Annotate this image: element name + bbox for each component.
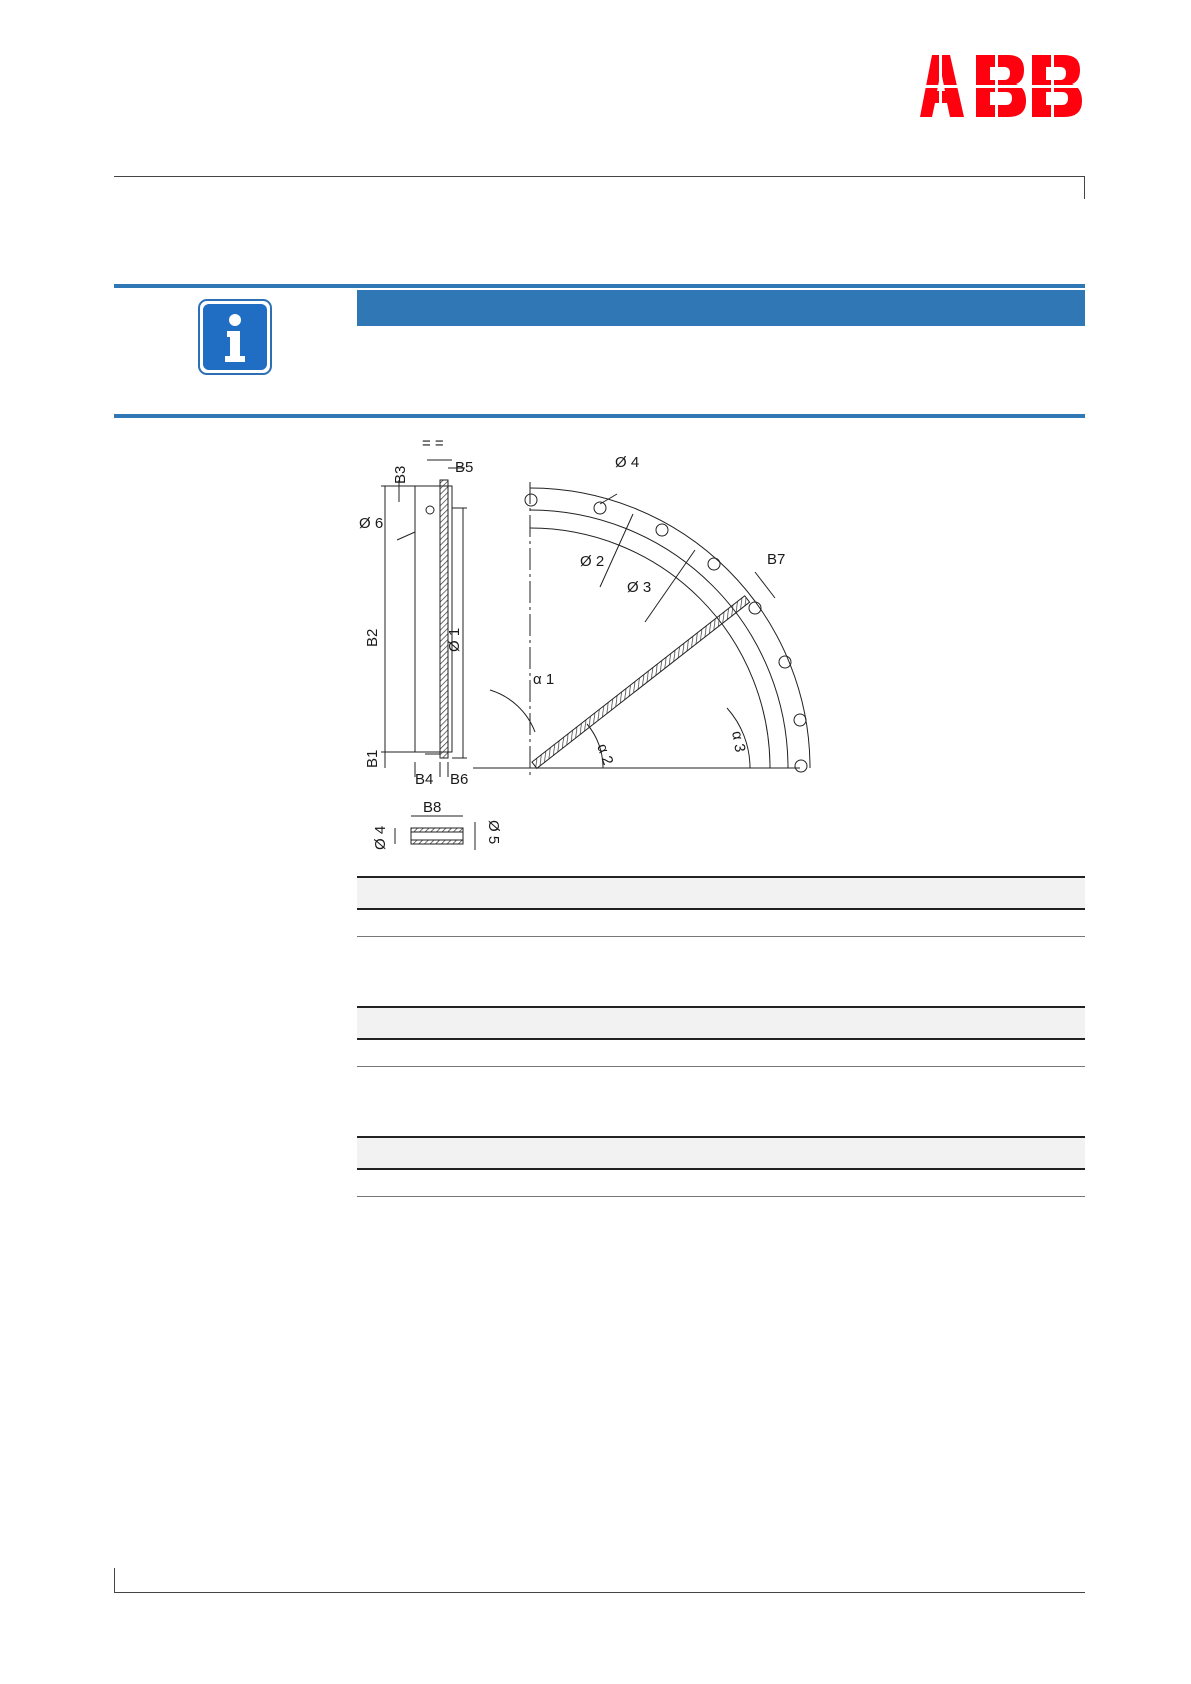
label-d3: Ø 3 bbox=[627, 579, 652, 596]
dimension-table-2 bbox=[357, 1006, 1085, 1067]
note-bottom-rule bbox=[114, 414, 1085, 418]
label-b2: B2 bbox=[364, 628, 381, 647]
table-row bbox=[357, 1169, 1085, 1197]
table-header-cell bbox=[794, 877, 1005, 909]
table-cell bbox=[357, 909, 583, 937]
label-b6: B6 bbox=[450, 771, 469, 788]
label-b4: B4 bbox=[415, 771, 434, 788]
table-header-cell bbox=[583, 877, 794, 909]
label-d5: Ø 5 bbox=[485, 820, 502, 845]
table-header-cell bbox=[357, 1007, 575, 1039]
table-cell bbox=[881, 1039, 1085, 1067]
table-header-cell bbox=[881, 1137, 1085, 1169]
table-cell bbox=[881, 1169, 1085, 1197]
label-d1: Ø 1 bbox=[446, 627, 463, 652]
label-b3: B3 bbox=[392, 465, 409, 484]
table-row bbox=[357, 909, 1085, 937]
table-cell bbox=[583, 909, 794, 937]
label-b1: B1 bbox=[364, 749, 381, 768]
label-a2: α 2 bbox=[593, 741, 617, 768]
note-title-bar bbox=[357, 290, 1085, 326]
table-header-cell bbox=[357, 1137, 881, 1169]
note-top-rule bbox=[114, 284, 1085, 288]
side-view-hatched bbox=[440, 480, 448, 758]
table-header-cell bbox=[881, 1007, 1085, 1039]
technical-drawing bbox=[355, 432, 835, 862]
note-body bbox=[357, 334, 1085, 404]
header-tick bbox=[1084, 176, 1085, 199]
table-header-cell bbox=[1005, 877, 1085, 909]
table-cell bbox=[794, 909, 1005, 937]
dimension-table-1 bbox=[357, 876, 1085, 937]
footer-tick bbox=[114, 1568, 115, 1592]
hole-d6 bbox=[426, 506, 434, 514]
label-d4-sleeve: Ø 4 bbox=[372, 825, 389, 850]
table-header-row bbox=[357, 877, 1085, 909]
footer-rule bbox=[114, 1592, 1085, 1593]
label-d4: Ø 4 bbox=[615, 454, 640, 471]
label-b8: B8 bbox=[423, 799, 442, 816]
dimension-table-3 bbox=[357, 1136, 1085, 1197]
table-header-row bbox=[357, 1007, 1085, 1039]
label-d6: Ø 6 bbox=[359, 515, 384, 532]
label-eq: = = bbox=[422, 435, 444, 452]
table-cell bbox=[357, 1169, 881, 1197]
bolt-holes bbox=[525, 494, 807, 772]
label-a3: α 3 bbox=[728, 729, 749, 754]
table-header-cell bbox=[575, 1007, 881, 1039]
label-b5: B5 bbox=[455, 459, 474, 476]
table-cell bbox=[575, 1039, 881, 1067]
label-d2: Ø 2 bbox=[580, 553, 605, 570]
table-header-row bbox=[357, 1137, 1085, 1169]
label-b7: B7 bbox=[767, 551, 786, 568]
table-row bbox=[357, 1039, 1085, 1067]
abb-logo bbox=[920, 55, 1082, 121]
label-a1: α 1 bbox=[533, 671, 555, 688]
table-cell bbox=[357, 1039, 575, 1067]
info-icon bbox=[197, 298, 273, 376]
header-rule bbox=[114, 176, 1085, 177]
table-cell bbox=[1005, 909, 1085, 937]
radial-slot bbox=[532, 596, 750, 769]
table-header-cell bbox=[357, 877, 583, 909]
